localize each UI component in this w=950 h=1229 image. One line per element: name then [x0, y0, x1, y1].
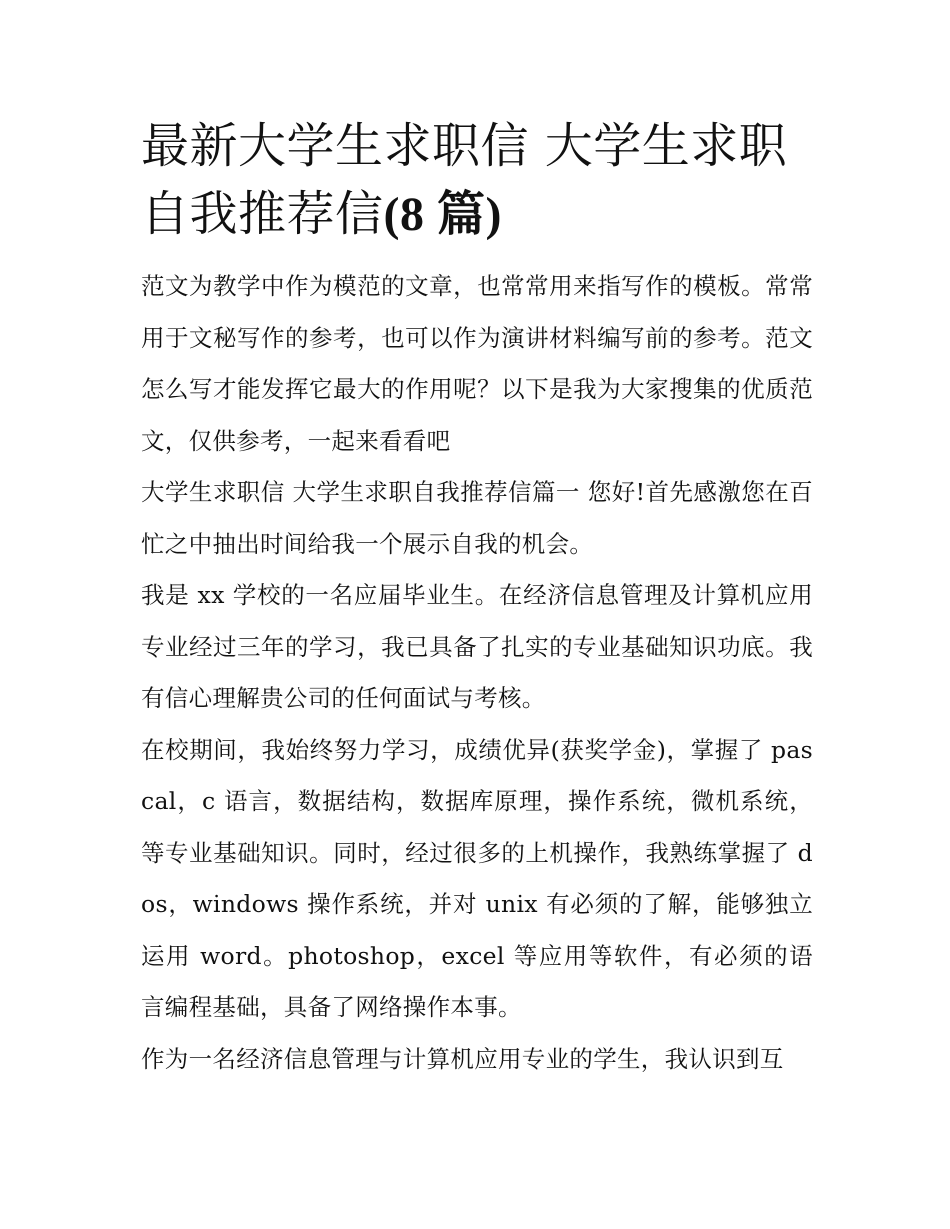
document-title	[141, 112, 813, 249]
document-body	[141, 112, 813, 1085]
paragraph-continuation: 作为一名经济信息管理与计算机应用专业的学生，我认识到互	[141, 1044, 784, 1073]
paragraph-skills: 在校期间，我始终努力学习，成绩优异(获奖学金)，掌握了 pascal，c 语言，数据结构，数据库原理，操作系统，微机系统，等专业基础知识。同时，经过很多的上机操作，我熟练掌握了 dos，windows 操作系统，并对 unix 有必须的了解，能够独立运用 word。photoshop，excel 等应用等软件，有必须的语言编程基础，具备了网络操作本事。	[141, 735, 813, 1021]
paragraph-greeting: 大学生求职信 大学生求职自我推荐信篇一 您好!首先感激您在百忙之中抽出时间给我一个展示自我的机会。	[141, 478, 813, 558]
document-title-suffix: (8 篇)	[383, 188, 502, 241]
paragraph-intro: 范文为教学中作为模范的文章，也常常用来指写作的模板。常常用于文秘写作的参考，也可以作为演讲材料编写前的参考。范文怎么写才能发挥它最大的作用呢？以下是我为大家搜集的优质范文，仅供参考，一起来看看吧	[141, 272, 813, 455]
paragraph-background: 我是 xx 学校的一名应届毕业生。在经济信息管理及计算机应用专业经过三年的学习，我已具备了扎实的专业基础知识功底。我有信心理解贵公司的任何面试与考核。	[141, 581, 813, 712]
document-title-main: 最新大学生求职信 大学生求职自我推荐信	[141, 118, 788, 242]
